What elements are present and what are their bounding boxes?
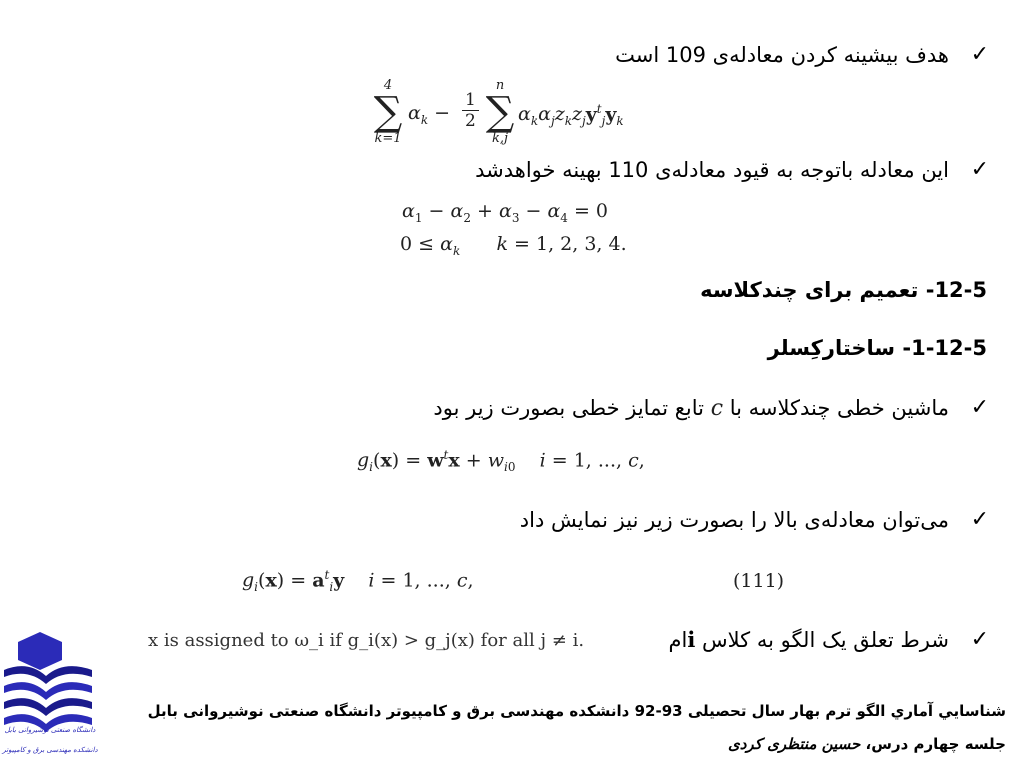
check-mark-icon: ✓: [970, 627, 989, 652]
footer-session-info: جلسه چهارم درس، حسین منتظری کردی: [728, 735, 1006, 753]
logo-caption-university: دانشگاه صنعتی نوشیروانی بابل: [4, 726, 96, 734]
bullet-maximize-eq109: [9, 40, 989, 74]
equation-111: $g_i(x) = a^t_iy$ i = 1, ..., c,: [242, 568, 474, 595]
heading-multiclass: 12-5- تعمیم برای چندکلاسه: [700, 278, 987, 302]
bullet-text: هدف بیشینه کردن معادله‌ی 109 است: [615, 43, 949, 67]
bullet-text: این معادله باتوجه به قیود معادله‌ی 110 بهینه خواهدشد: [475, 158, 949, 182]
check-mark-icon: ✓: [970, 507, 989, 532]
logo-caption-faculty: دانشکده مهندسی برق و کامپیوتر: [2, 746, 98, 754]
equation-110-line2: $0 \le \alpha_k$ k = 1, 2, 3, 4.: [400, 233, 627, 258]
check-mark-icon: ✓: [970, 395, 989, 420]
check-mark-icon: ✓: [970, 42, 989, 67]
equation-110-line1: $\alpha_1 - \alpha_2 + \alpha_3 - \alpha_4 = 0$: [402, 200, 609, 225]
bullet-text: می‌توان معادله‌ی بالا را بصورت زیر نیز نمایش داد: [519, 508, 949, 532]
equation-discriminant: $g_i(x) = w^tx + w_{i0}$ i = 1, ..., c,: [357, 448, 645, 475]
university-logo: [0, 630, 100, 768]
bullet-text: شرط تعلق یک الگو به کلاس iام: [668, 627, 949, 652]
assignment-rule: x is assigned to ω_i if g_i(x) > g_j(x) for all j ≠ i.: [148, 630, 585, 651]
bullet-constraints-eq110: [9, 155, 989, 189]
bullet-text: ماشین خطی چندکلاسه با c تابع تمایز خطی بصورت زیر بود: [433, 396, 949, 421]
logo-emblem: [0, 630, 100, 740]
footer-course-info: شناسايي آماري الگو ترم بهار سال تحصیلی 93-92 دانشکده مهندسی برق و کامپیوتر دانشگاه صنعتی نوشیروانی بابل: [147, 702, 1006, 720]
bullet-alternative-form: [9, 505, 989, 539]
author-name: حسین منتظری کردی: [728, 735, 861, 753]
bullet-linear-machine: [9, 393, 989, 427]
check-mark-icon: ✓: [970, 157, 989, 182]
equation-number: (111): [733, 570, 785, 592]
heading-kesler-construction: 1-12-5- ساختارکِسلر: [767, 336, 987, 360]
